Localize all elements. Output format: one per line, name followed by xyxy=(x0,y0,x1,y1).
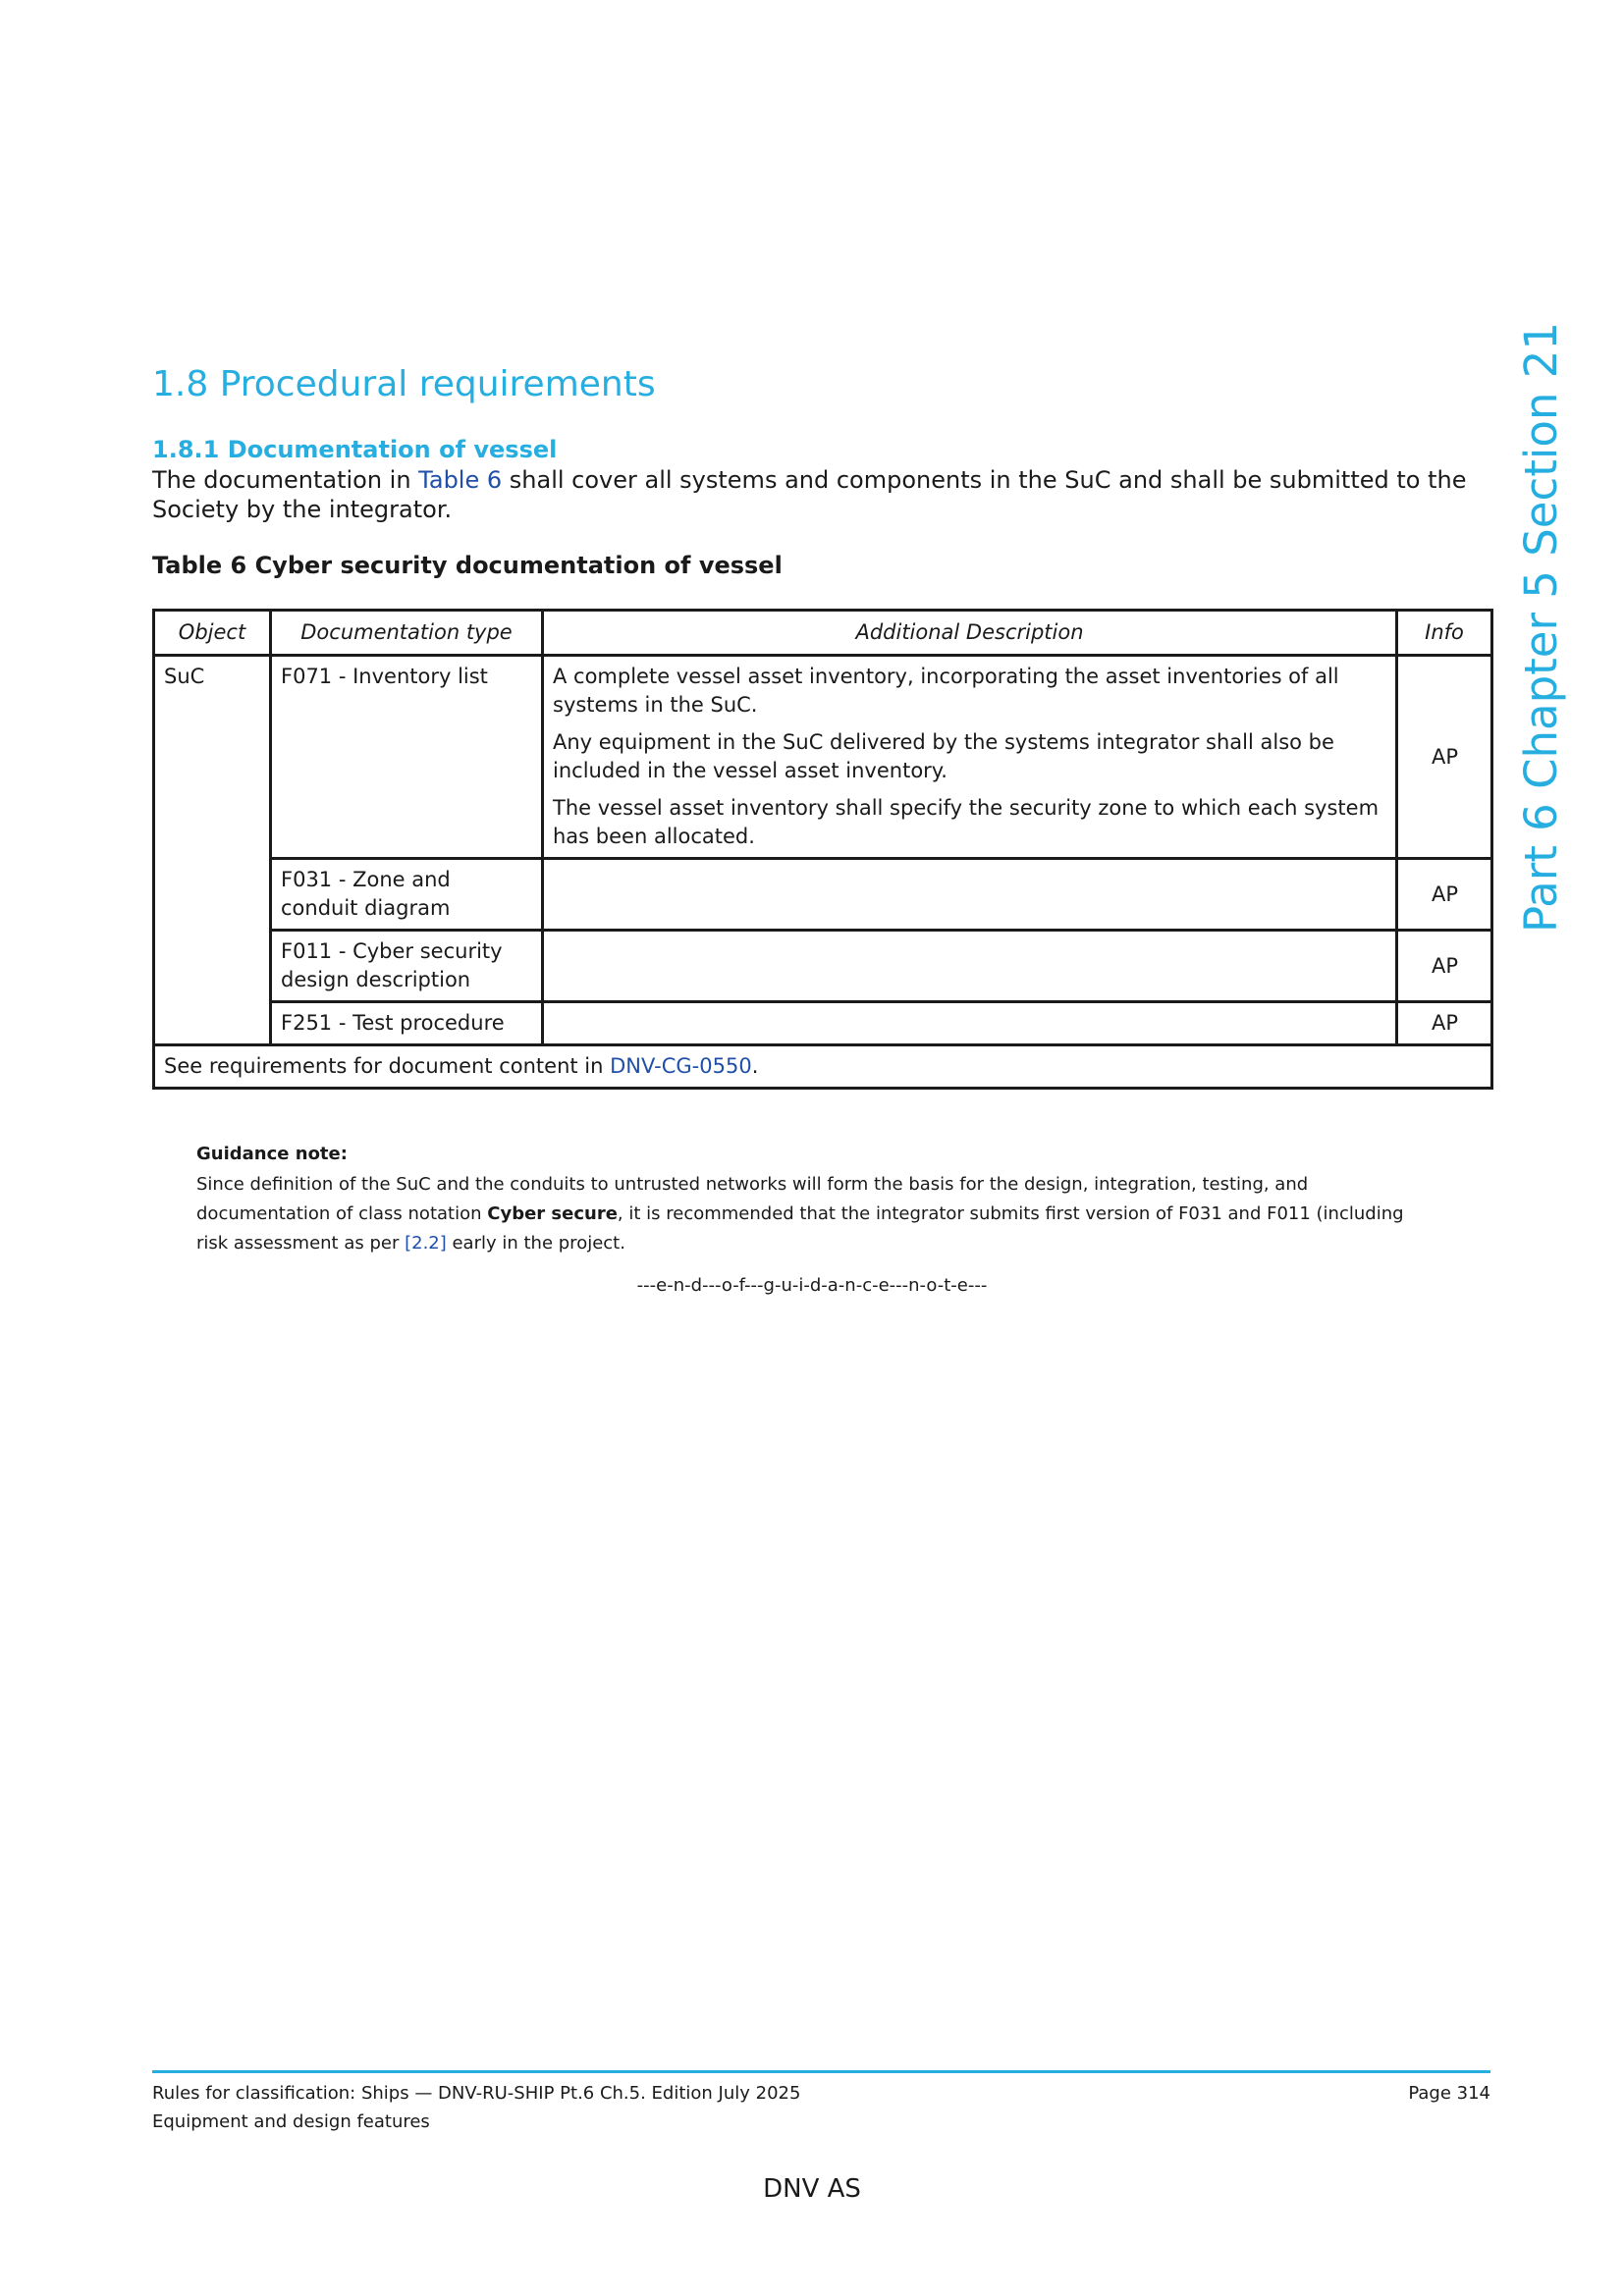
footer-divider xyxy=(152,2070,1490,2073)
dnv-cg-0550-link[interactable]: DNV-CG-0550 xyxy=(610,1054,752,1078)
footer-text-post: . xyxy=(751,1054,759,1078)
table-row xyxy=(154,656,1492,859)
subsection-heading: 1.8.1 Documentation of vessel xyxy=(152,436,558,463)
description-cell xyxy=(543,931,1397,1002)
header-object: Object xyxy=(154,611,271,656)
header-additional-description: Additional Description xyxy=(543,611,1397,656)
cyber-secure-notation: Cyber secure xyxy=(487,1203,618,1224)
info-cell: AP xyxy=(1397,859,1492,931)
description-cell xyxy=(543,1002,1397,1045)
header-info: Info xyxy=(1397,611,1492,656)
guidance-text-3: early in the project. xyxy=(446,1233,625,1254)
intro-paragraph xyxy=(152,465,1488,524)
description-paragraph: A complete vessel asset inventory, incorporating the asset inventories of all systems in the SuC. xyxy=(553,665,1339,717)
info-cell: AP xyxy=(1397,931,1492,1002)
doc-type-cell: F071 - Inventory list xyxy=(271,656,543,859)
footer-doc-subtitle: Equipment and design features xyxy=(152,2111,430,2132)
company-name: DNV AS xyxy=(763,2174,861,2204)
documentation-table xyxy=(152,609,1490,1090)
table-6-link[interactable]: Table 6 xyxy=(418,466,503,494)
guidance-note-end: ---e-n-d---o-f---g-u-i-d-a-n-c-e---n-o-t-e--- xyxy=(636,1275,988,1296)
object-cell: SuC xyxy=(154,656,271,1045)
table-caption: Table 6 Cyber security documentation of vessel xyxy=(152,552,783,579)
para-text-pre: The documentation in xyxy=(152,466,419,494)
guidance-text-2: , it is recommended that the integrator submits first version of F031 and F011 (including risk assessment as per xyxy=(196,1203,1404,1254)
description-paragraph: The vessel asset inventory shall specify the security zone to which each system has been allocated. xyxy=(553,796,1380,848)
guidance-note-title: Guidance note: xyxy=(196,1144,348,1164)
ref-2-2-link[interactable]: [2.2] xyxy=(405,1233,447,1254)
footer-text-pre: See requirements for document content in xyxy=(164,1054,611,1078)
header-documentation-type: Documentation type xyxy=(271,611,543,656)
table-header-row xyxy=(154,611,1492,656)
info-cell: AP xyxy=(1397,1002,1492,1045)
footer-doc-title: Rules for classification: Ships — DNV-RU-SHIP Pt.6 Ch.5. Edition July 2025 xyxy=(152,2083,801,2104)
description-cell xyxy=(543,656,1397,859)
table-footer-cell xyxy=(154,1045,1492,1089)
table-footer-row xyxy=(154,1045,1492,1089)
page-number: Page 314 xyxy=(1408,2083,1490,2104)
description-cell xyxy=(543,859,1397,931)
doc-type-cell: F031 - Zone and conduit diagram xyxy=(271,859,543,931)
doc-type-cell: F011 - Cyber security design description xyxy=(271,931,543,1002)
description-paragraph: Any equipment in the SuC delivered by the systems integrator shall also be included in the vessel asset inventory. xyxy=(553,730,1334,782)
info-cell: AP xyxy=(1397,656,1492,859)
table-row xyxy=(154,1002,1492,1045)
side-header: Part 6 Chapter 5 Section 21 xyxy=(1515,322,1567,933)
table-row xyxy=(154,859,1492,931)
section-heading: 1.8 Procedural requirements xyxy=(152,364,656,404)
para-text-post: shall cover all systems and components in the SuC and shall be submitted to the Society by the integrator. xyxy=(152,466,1467,523)
guidance-note-text xyxy=(196,1170,1424,1258)
guidance-text-1: Since definition of the SuC and the conduits to untrusted networks will form the basis for the design, integration, testing, and documentation of class notation xyxy=(196,1174,1309,1224)
table-row xyxy=(154,931,1492,1002)
doc-type-cell: F251 - Test procedure xyxy=(271,1002,543,1045)
